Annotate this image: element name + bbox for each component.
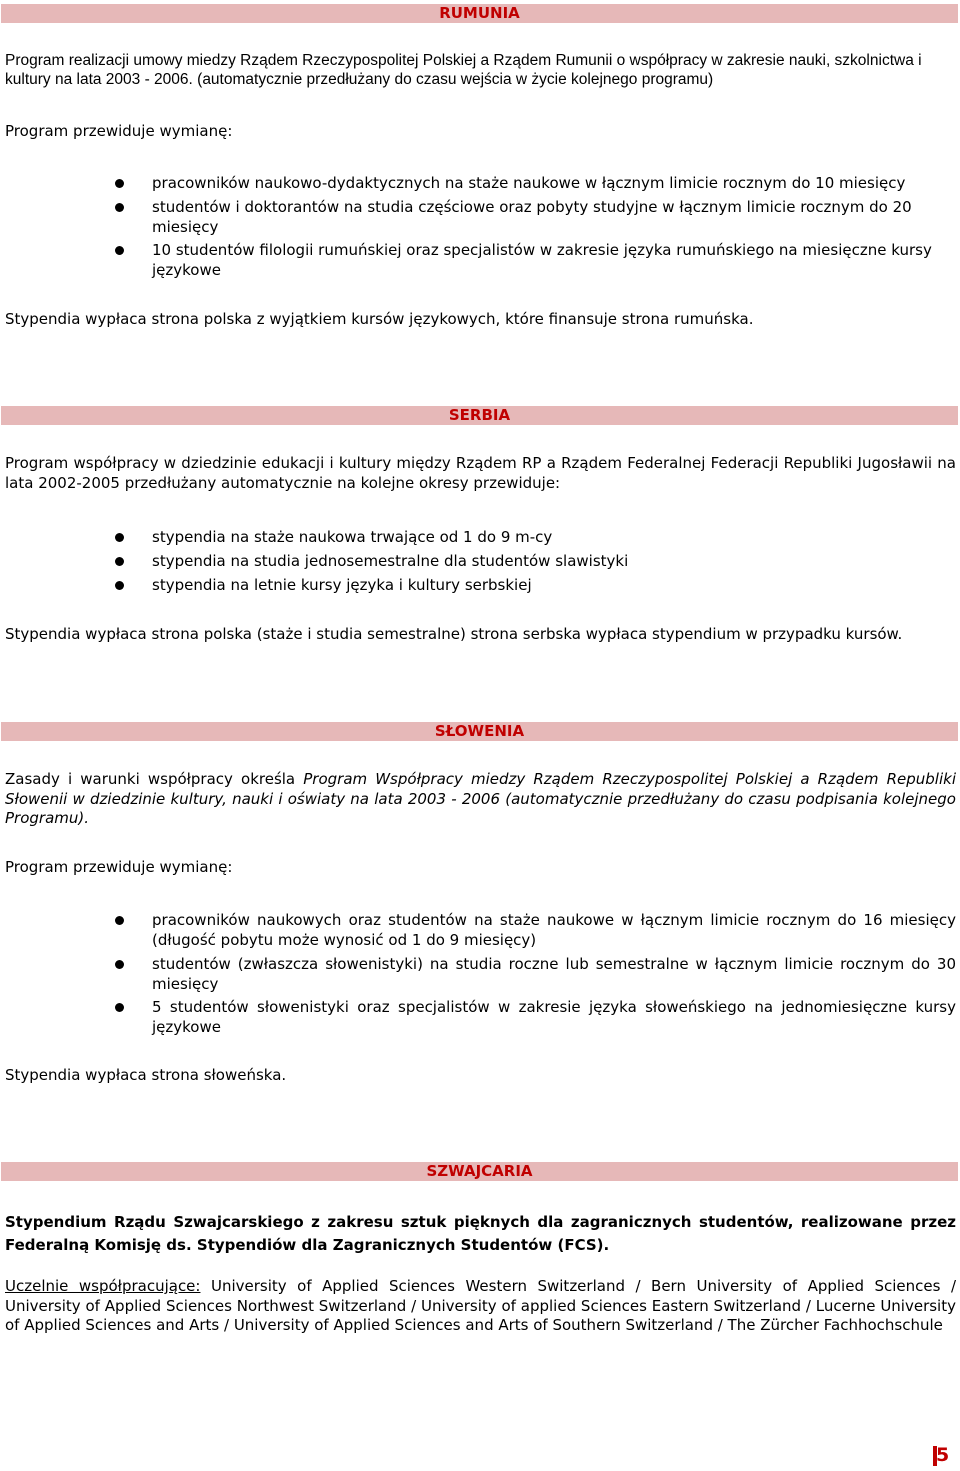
romania-exchange-label: Program przewiduje wymianę: [5,122,233,140]
partners-list: University of Applied Sciences Western Switzerland / Bern University of Applied Sciences / University of Applied Sciences Northwest Switzerland / University of applied Sciences Eastern Switzerland / Lucerne University of Applied Sciences and Arts / University of Applied Sciences and Arts of Southern Switzerland / The Zürcher Fachhochschule [5,1277,956,1334]
bullet-icon [115,960,124,969]
serbia-list-item: stypendia na staże naukowa trwające od 1 do 9 m-cy [152,528,553,546]
romania-note: Stypendia wypłaca strona polska z wyjątkiem kursów językowych, które finansuje strona rumuńska. [5,310,754,328]
serbia-list-item: stypendia na letnie kursy języka i kultury serbskiej [152,576,532,594]
section-heading-serbia: SERBIA [1,406,958,425]
bullet-icon [115,246,124,255]
bullet-icon [115,581,124,590]
bullet-icon [115,916,124,925]
romania-list-item: 10 studentów filologii rumuńskiej oraz specjalistów w zakresie języka rumuńskiego na miesięczne kursy językowe [152,241,932,279]
partners-label: Uczelnie współpracujące: [5,1277,201,1295]
serbia-list-item: stypendia na studia jednosemestralne dla studentów slawistyki [152,552,629,570]
bullet-icon [115,203,124,212]
slovenia-intro [5,770,956,829]
switzerland-title: Stypendium Rządu Szwajcarskiego z zakresu sztuk pięknych dla zagranicznych studentów, realizowane przez Federalną Komisję ds. Stypendiów dla Zagranicznych Studentów (FCS). [5,1213,956,1254]
bullet-icon [115,557,124,566]
romania-list-item-text: studentów i doktorantów na studia częściowe oraz pobyty studyjne w łącznym limicie rocznym do 20 miesięcy [152,198,912,236]
page-number: 5 [936,1444,950,1466]
section-heading-switzerland: SZWAJCARIA [1,1162,958,1181]
romania-intro: Program realizacji umowy miedzy Rządem Rzeczypospolitej Polskiej a Rządem Rumunii o współpracy w zakresie nauki, szkolnictwa i kultury na lata 2003 - 2006. (automatycznie przedłużany do czasu wejścia w życie kolejnego programu) [5,52,922,88]
bullet-icon [115,1003,124,1012]
slovenia-intro-lead: Zasady i warunki współpracy określa [5,770,304,788]
romania-list-item: pracowników naukowo-dydaktycznych na staże naukowe w łącznym limicie rocznym do 10 miesięcy [152,174,906,192]
bullet-icon [115,179,124,188]
romania-list-item [152,198,956,237]
slovenia-list-item: 5 studentów słowenistyki oraz specjalistów w zakresie języka słoweńskiego na jednomiesięczne kursy językowe [152,998,956,1036]
slovenia-list-item: studentów (zwłaszcza słowenistyki) na studia roczne lub semestralne w łącznym limicie rocznym do 30 miesięcy [152,955,956,993]
slovenia-exchange-label: Program przewiduje wymianę: [5,858,233,876]
switzerland-partners [5,1277,956,1336]
slovenia-program-title: Program Współpracy miedzy Rządem Rzeczypospolitej Polskiej a Rządem Republiki Słowenii w dziedzinie kultury, nauki i oświaty na lata 2003 - 2006 (automatycznie przedłużany do czasu podpisania kolejnego Programu). [5,770,957,827]
slovenia-note: Stypendia wypłaca strona słoweńska. [5,1066,287,1084]
serbia-note: Stypendia wypłaca strona polska (staże i studia semestralne) strona serbska wypłaca stypendium w przypadku kursów. [5,625,903,643]
bullet-icon [115,533,124,542]
section-heading-romania: RUMUNIA [1,4,958,23]
slovenia-list-item: pracowników naukowych oraz studentów na staże naukowe w łącznym limicie rocznym do 16 miesięcy (długość pobytu może wynosić od 1 do 9 miesięcy) [152,911,956,949]
serbia-intro: Program współpracy w dziedzinie edukacji i kultury między Rządem RP a Rządem Federalnej Federacji Republiki Jugosławii na lata 2002-2005 przedłużany automatycznie na kolejne okresy przewiduje: [5,454,956,492]
section-heading-slovenia: SŁOWENIA [1,722,958,741]
